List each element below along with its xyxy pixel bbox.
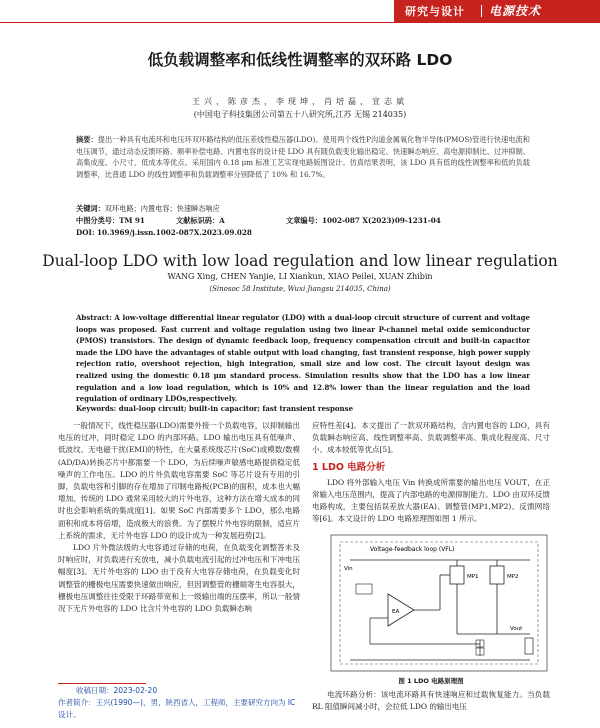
body-paragraph: 一般情况下，线性稳压器(LDO)需要外接一个负载电容，以抑制输出电压的过冲，同时稳定 LDO 的内部环路。LDO 输出电压具有低噪声、低波纹、无电磁干扰(EMI)的特性，在大量系统级芯片(SoC)或模数/数模(AD/DA)转换芯片中都需要一个 LDO，为后续噪声敏感电路提供稳定低噪声的工作电压。LDO 的片外负载电容需要 SoC 等芯片设有专用的引脚，负载电容和引脚的存在增加了印制电路板(PCB)的面积，成本也大幅增加。传统的 LDO 通常采用较大的片外电容，这种方法在增大成本的同时也会影响系统的集成度[1]。如果 SoC 内部需要多个 LDO，那么电路面积和成本将倍增，造成极大的浪费。为了摆脱片外电容的限制，适应片上系统的需求，无片外电容 LDO 的设计成为一种发展趋势[2]。	[58, 421, 300, 540]
load-resistor	[525, 638, 533, 654]
body-paragraph: 应特性差[4]。本文提出了一款双环路结构，含内置电容的 LDO，具有负载瞬态响应高、线性调整率高、负载调整率高、集成化程度高、尺寸小、成本较低等优点[5]。	[312, 421, 550, 455]
keywords-en-text: dual-loop circuit; built-in capacitor; fast transient response	[118, 404, 354, 413]
header-rule	[0, 22, 600, 23]
body-paragraph: LDO 片外微法级的大电容通过存储的电荷，在负载变化调整答未及时响应时，对负载进行充放电，减小负载电流引起的过冲电压和下冲电压幅度[3]。无片外电容的 LDO 由于没有大电容存储电荷，在负载变化时调整管的栅极电压需要快速做出响应，但因调整管的栅端寄生电容很大，栅极电压调整往往受限于环路带宽和上一级输出端的压摆率，所以一般情况下无片外电容的 LDO 比含片外电容的 LDO 负载瞬态响	[58, 543, 300, 614]
journal-header	[0, 0, 600, 22]
keywords-cn-text: 双环电路；内置电容；快速瞬态响应	[104, 204, 220, 213]
affiliation-cn: (中国电子科技集团公司第五十八研究所,江苏 无锡 214035)	[193, 110, 407, 119]
abstract-en	[76, 312, 530, 405]
clc-number: 中图分类号：TM 91	[76, 216, 145, 225]
received-date: 收稿日期：2023-02-20	[76, 686, 158, 695]
abstract-cn-text: 提出一种具有电流环和电压环双环路结构的低压差线性稳压器(LDO)。使用两个线性P沟道金属氧化物半导体(PMOS)管进行快速电流和电压调节，通过动态反馈环路、频率补偿电路、内置电容的设计使 LDO 具有随负载变化输出稳定、快速瞬态响应、高电源抑制比、过冲抑制、高集成度、小尺寸、低成本等优点。采用国内 0.18 μm 标准工艺实现电路版图设计。仿真结果表明，该 LDO 具有低的线性调整率和低的负载调整率，比普通 LDO 的线性调整率和负载调整率分别降低了 10% 和 16.7%。	[76, 135, 530, 179]
abstract-cn-label: 摘要：	[76, 135, 98, 144]
affiliation-en: (Sinosoc 58 Institute, Wuxi Jiangsu 214035, China)	[209, 285, 391, 293]
abstract-cn	[76, 134, 530, 180]
ldo-circuit-diagram	[330, 534, 548, 672]
keywords-cn	[76, 204, 220, 214]
header-divider	[481, 5, 482, 17]
title-en: Dual-loop LDO with low load regulation and low linear regulation	[42, 252, 558, 270]
keywords-en	[76, 404, 353, 413]
body-paragraph: LDO 将外部输入电压 Vin 转换成所需要的输出电压 VOUT，在正常输入电压范围内，提高了内部电路的电源抑制能力。LDO 由双环反馈电路构成，主要包括误差放大器(EA)、调整管(MP1,MP2)、反馈网络等[6]。本文设计的 LDO 电路原理图如图 1 所示。	[312, 477, 550, 524]
bias-block	[356, 584, 372, 594]
doi[interactable]: DOI: 10.3969/j.issn.1002-087X.2023.09.028	[76, 228, 252, 237]
mp2-label: MP2	[507, 574, 519, 580]
abstract-en-text: A low-voltage differential linear regulator (LDO) with a dual-loop circuit structure of current and voltage loops was proposed. Fast current and voltage regulation using two linear P-channel metal oxide semiconductor (PMOS) transistors. The design of dynamic feedback loop, frequency compensation circuit and built-in capacitor made the LDO have the advantages of stable output with load changing, fast transient response, high power supply rejection ratio, overshoot rejection, high integration, small size and low cost. The circuit layout design was realized using the domestic 0.18 μm standard process. Simulation results show that the LDO has a low linear regulation and a low load regulation, which is 10% and 12.8% lower than the linear regulation and the load regulation of ordinary LDOs,respectively.	[76, 313, 531, 404]
mp2-transistor	[490, 566, 504, 584]
header-section: 研究与设计	[405, 5, 465, 18]
article-number: 文章编号：1002-087 X(2023)09-1231-04	[286, 216, 441, 225]
header-blank	[0, 0, 394, 22]
document-code: 文献标识码：A	[176, 216, 225, 225]
figure-caption: 图 1 LDO 电路原理图	[398, 677, 464, 685]
section-heading: 1 LDO 电路分析	[312, 461, 386, 473]
left-column	[58, 420, 300, 615]
authors-cn: 王兴，陈彦杰，李现坤，肖培磊，宣志斌	[192, 97, 408, 106]
authors-en: WANG Xing, CHEN Yanjie, LI Xiankun, XIAO Peilei, XUAN Zhibin	[167, 272, 433, 281]
mp1-transistor	[450, 566, 464, 584]
figure-frame	[331, 535, 547, 671]
abstract-en-label: Abstract:	[76, 313, 112, 322]
title-cn: 低负载调整率和低线性调整率的双环路 LDO	[147, 51, 453, 69]
footnote-rule	[58, 683, 146, 684]
mp1-label: MP1	[467, 574, 479, 580]
keywords-en-label: Keywords:	[76, 404, 117, 413]
vfl-label: Voltage-feedback loop (VFL)	[370, 546, 455, 553]
vin-label: Vin	[344, 566, 353, 572]
ea-label: EA	[392, 609, 400, 615]
right-column-bottom	[312, 689, 550, 713]
body-paragraph: 电流环路分析：该电流环路具有快速响应和过载恢复能力。当负载 RL 阻值瞬间减小时，会拉低 LDO 的输出电压	[312, 690, 550, 712]
author-bio: 作者简介：王兴(1990—)，男，陕西省人，工程师，主要研究方向为 IC 设计。	[58, 698, 296, 719]
keywords-cn-label: 关键词：	[76, 204, 105, 213]
header-brand: 电源技术	[489, 4, 542, 18]
vout-label: Vout	[510, 626, 523, 632]
feedback-path	[370, 618, 480, 644]
right-column	[312, 420, 550, 526]
